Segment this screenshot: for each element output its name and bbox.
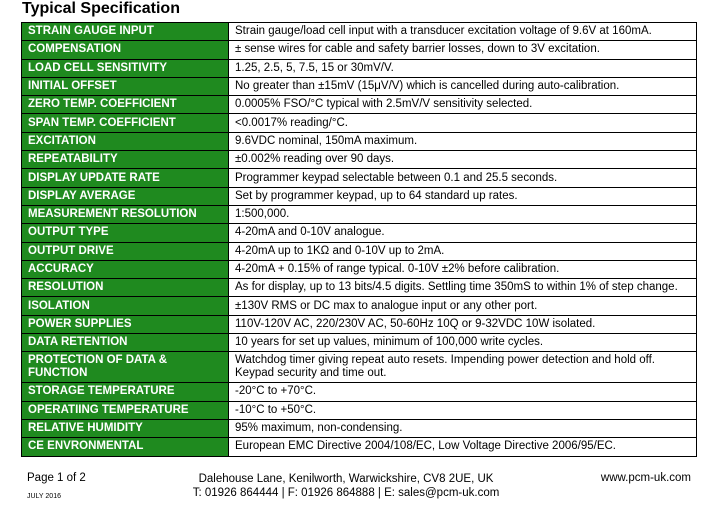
spec-row [22, 41, 697, 59]
spec-value: Strain gauge/load cell input with a transducer excitation voltage of 9.6V at 160mA. [229, 23, 697, 41]
spec-key: CE ENVRONMENTAL [22, 438, 229, 456]
spec-key: RELATIVE HUMIDITY [22, 419, 229, 437]
spec-key: POWER SUPPLIES [22, 315, 229, 333]
spec-value: 1:500,000. [229, 205, 697, 223]
spec-row [22, 169, 697, 187]
spec-key: STORAGE TEMPERATURE [22, 383, 229, 401]
spec-value: 10 years for set up values, minimum of 100,000 write cycles. [229, 334, 697, 352]
spec-key: MEASUREMENT RESOLUTION [22, 205, 229, 223]
spec-row [22, 315, 697, 333]
spec-row [22, 383, 697, 401]
spec-row [22, 151, 697, 169]
spec-key: ZERO TEMP. COEFFICIENT [22, 96, 229, 114]
spec-row [22, 205, 697, 223]
spec-value: 4-20mA up to 1KΩ and 0-10V up to 2mA. [229, 242, 697, 260]
spec-key: OUTPUT DRIVE [22, 242, 229, 260]
spec-value: 1.25, 2.5, 5, 7.5, 15 or 30mV/V. [229, 59, 697, 77]
spec-row [22, 260, 697, 278]
company-address: Dalehouse Lane, Kenilworth, Warwickshire, CV8 2UE, UK [198, 473, 494, 485]
spec-row [22, 297, 697, 315]
spec-row [22, 187, 697, 205]
spec-key: DATA RETENTION [22, 334, 229, 352]
spec-key: REPEATABILITY [22, 151, 229, 169]
spec-value: No greater than ±15mV (15μV/V) which is cancelled during auto-calibration. [229, 77, 697, 95]
company-address-block [171, 472, 521, 500]
spec-value: 9.6VDC nominal, 150mA maximum. [229, 132, 697, 150]
spec-key: LOAD CELL SENSITIVITY [22, 59, 229, 77]
spec-row [22, 77, 697, 95]
document-title: Typical Specification [22, 0, 180, 17]
spec-key: RESOLUTION [22, 279, 229, 297]
spec-value: ± sense wires for cable and safety barrier losses, down to 3V excitation. [229, 41, 697, 59]
spec-key: DISPLAY UPDATE RATE [22, 169, 229, 187]
spec-value: ±0.002% reading over 90 days. [229, 151, 697, 169]
spec-key: ISOLATION [22, 297, 229, 315]
spec-row [22, 334, 697, 352]
spec-value: Set by programmer keypad, up to 64 standard up rates. [229, 187, 697, 205]
spec-value: Programmer keypad selectable between 0.1 and 25.5 seconds. [229, 169, 697, 187]
spec-row [22, 96, 697, 114]
spec-value: <0.0017% reading/°C. [229, 114, 697, 132]
spec-key: OPERATIING TEMPERATURE [22, 401, 229, 419]
spec-row [22, 438, 697, 456]
spec-value: -10°C to +50°C. [229, 401, 697, 419]
spec-key: EXCITATION [22, 132, 229, 150]
spec-row [22, 279, 697, 297]
spec-key: OUTPUT TYPE [22, 224, 229, 242]
spec-row [22, 242, 697, 260]
spec-row [22, 401, 697, 419]
spec-key: ACCURACY [22, 260, 229, 278]
spec-value: 4-20mA and 0-10V analogue. [229, 224, 697, 242]
spec-key: COMPENSATION [22, 41, 229, 59]
spec-row [22, 59, 697, 77]
spec-key: STRAIN GAUGE INPUT [22, 23, 229, 41]
page-number: Page 1 of 2 [27, 472, 86, 484]
spec-table [21, 22, 697, 457]
spec-value: 110V-120V AC, 220/230V AC, 50-60Hz 10Q or 9-32VDC 10W isolated. [229, 315, 697, 333]
spec-key: INITIAL OFFSET [22, 77, 229, 95]
spec-row [22, 132, 697, 150]
spec-key: SPAN TEMP. COEFFICIENT [22, 114, 229, 132]
spec-row [22, 23, 697, 41]
spec-key: DISPLAY AVERAGE [22, 187, 229, 205]
spec-value: As for display, up to 13 bits/4.5 digits. Settling time 350mS to within 1% of step change. [229, 279, 697, 297]
spec-row [22, 352, 697, 383]
company-website: www.pcm-uk.com [600, 472, 691, 484]
spec-value: Watchdog timer giving repeat auto resets. Impending power detection and hold off. Keypad security and time out. [229, 352, 697, 383]
spec-value: European EMC Directive 2004/108/EC, Low Voltage Directive 2006/95/EC. [229, 438, 697, 456]
spec-value: 4-20mA + 0.15% of range typical. 0-10V ±2% before calibration. [229, 260, 697, 278]
spec-row [22, 224, 697, 242]
spec-value: 95% maximum, non-condensing. [229, 419, 697, 437]
document-date: JULY 2016 [27, 493, 61, 500]
spec-row [22, 114, 697, 132]
spec-row [22, 419, 697, 437]
spec-value: ±130V RMS or DC max to analogue input or any other port. [229, 297, 697, 315]
company-contact: T: 01926 864444 | F: 01926 864888 | E: sales@pcm-uk.com [192, 487, 500, 499]
spec-key: PROTECTION OF DATA & FUNCTION [22, 352, 229, 383]
spec-value: -20°C to +70°C. [229, 383, 697, 401]
spec-value: 0.0005% FSO/°C typical with 2.5mV/V sensitivity selected. [229, 96, 697, 114]
